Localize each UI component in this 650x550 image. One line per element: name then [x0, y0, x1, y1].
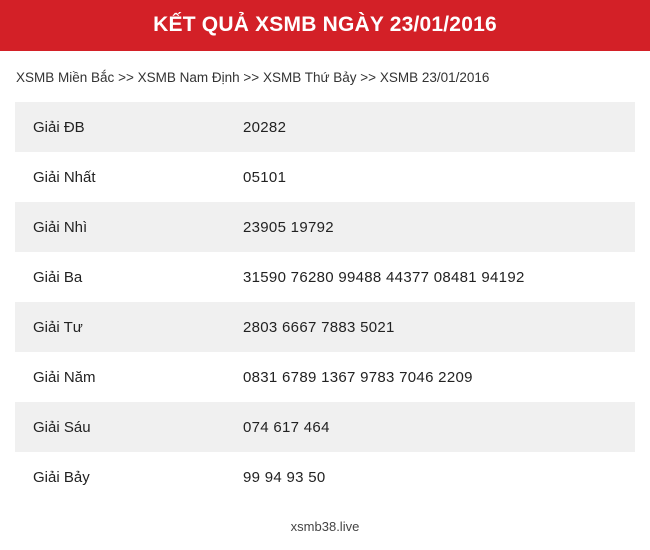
prize-label: Giải Tư — [33, 318, 83, 336]
breadcrumb-separator: >> — [360, 70, 377, 85]
breadcrumb-separator: >> — [243, 70, 260, 85]
table-row — [15, 402, 635, 452]
prize-label: Giải Bảy — [33, 468, 90, 486]
prize-numbers: 0831 6789 1367 9783 7046 2209 — [243, 368, 473, 386]
prize-label: Giải Ba — [33, 268, 83, 286]
results-table — [15, 102, 635, 502]
prize-numbers: 31590 76280 99488 44377 08481 94192 — [243, 268, 525, 286]
table-row — [15, 302, 635, 352]
breadcrumb-item-date[interactable]: XSMB 23/01/2016 — [379, 70, 490, 85]
page-title: KẾT QUẢ XSMB NGÀY 23/01/2016 — [0, 0, 650, 51]
prize-numbers: 99 94 93 50 — [243, 468, 326, 486]
prize-label: Giải Sáu — [33, 418, 91, 436]
prize-label: Giải Nhì — [33, 218, 88, 236]
prize-numbers: 05101 — [243, 168, 287, 186]
breadcrumb-item-weekday[interactable]: XSMB Thứ Bảy — [262, 70, 357, 85]
table-row — [15, 202, 635, 252]
prize-numbers: 074 617 464 — [243, 418, 330, 436]
table-row — [15, 452, 635, 502]
prize-label: Giải ĐB — [33, 118, 85, 136]
prize-numbers: 23905 19792 — [243, 218, 334, 236]
prize-numbers: 2803 6667 7883 5021 — [243, 318, 395, 336]
prize-numbers: 20282 — [243, 118, 287, 136]
prize-label: Giải Năm — [33, 368, 96, 386]
breadcrumb-item-province[interactable]: XSMB Nam Định — [137, 70, 240, 85]
breadcrumb — [0, 51, 650, 102]
table-row — [15, 352, 635, 402]
site-footer: xsmb38.live — [290, 519, 360, 534]
prize-label: Giải Nhất — [33, 168, 96, 186]
table-row — [15, 252, 635, 302]
breadcrumb-item-region[interactable]: XSMB Miền Bắc — [16, 70, 115, 85]
table-row — [15, 102, 635, 152]
table-row — [15, 152, 635, 202]
breadcrumb-separator: >> — [118, 70, 134, 85]
